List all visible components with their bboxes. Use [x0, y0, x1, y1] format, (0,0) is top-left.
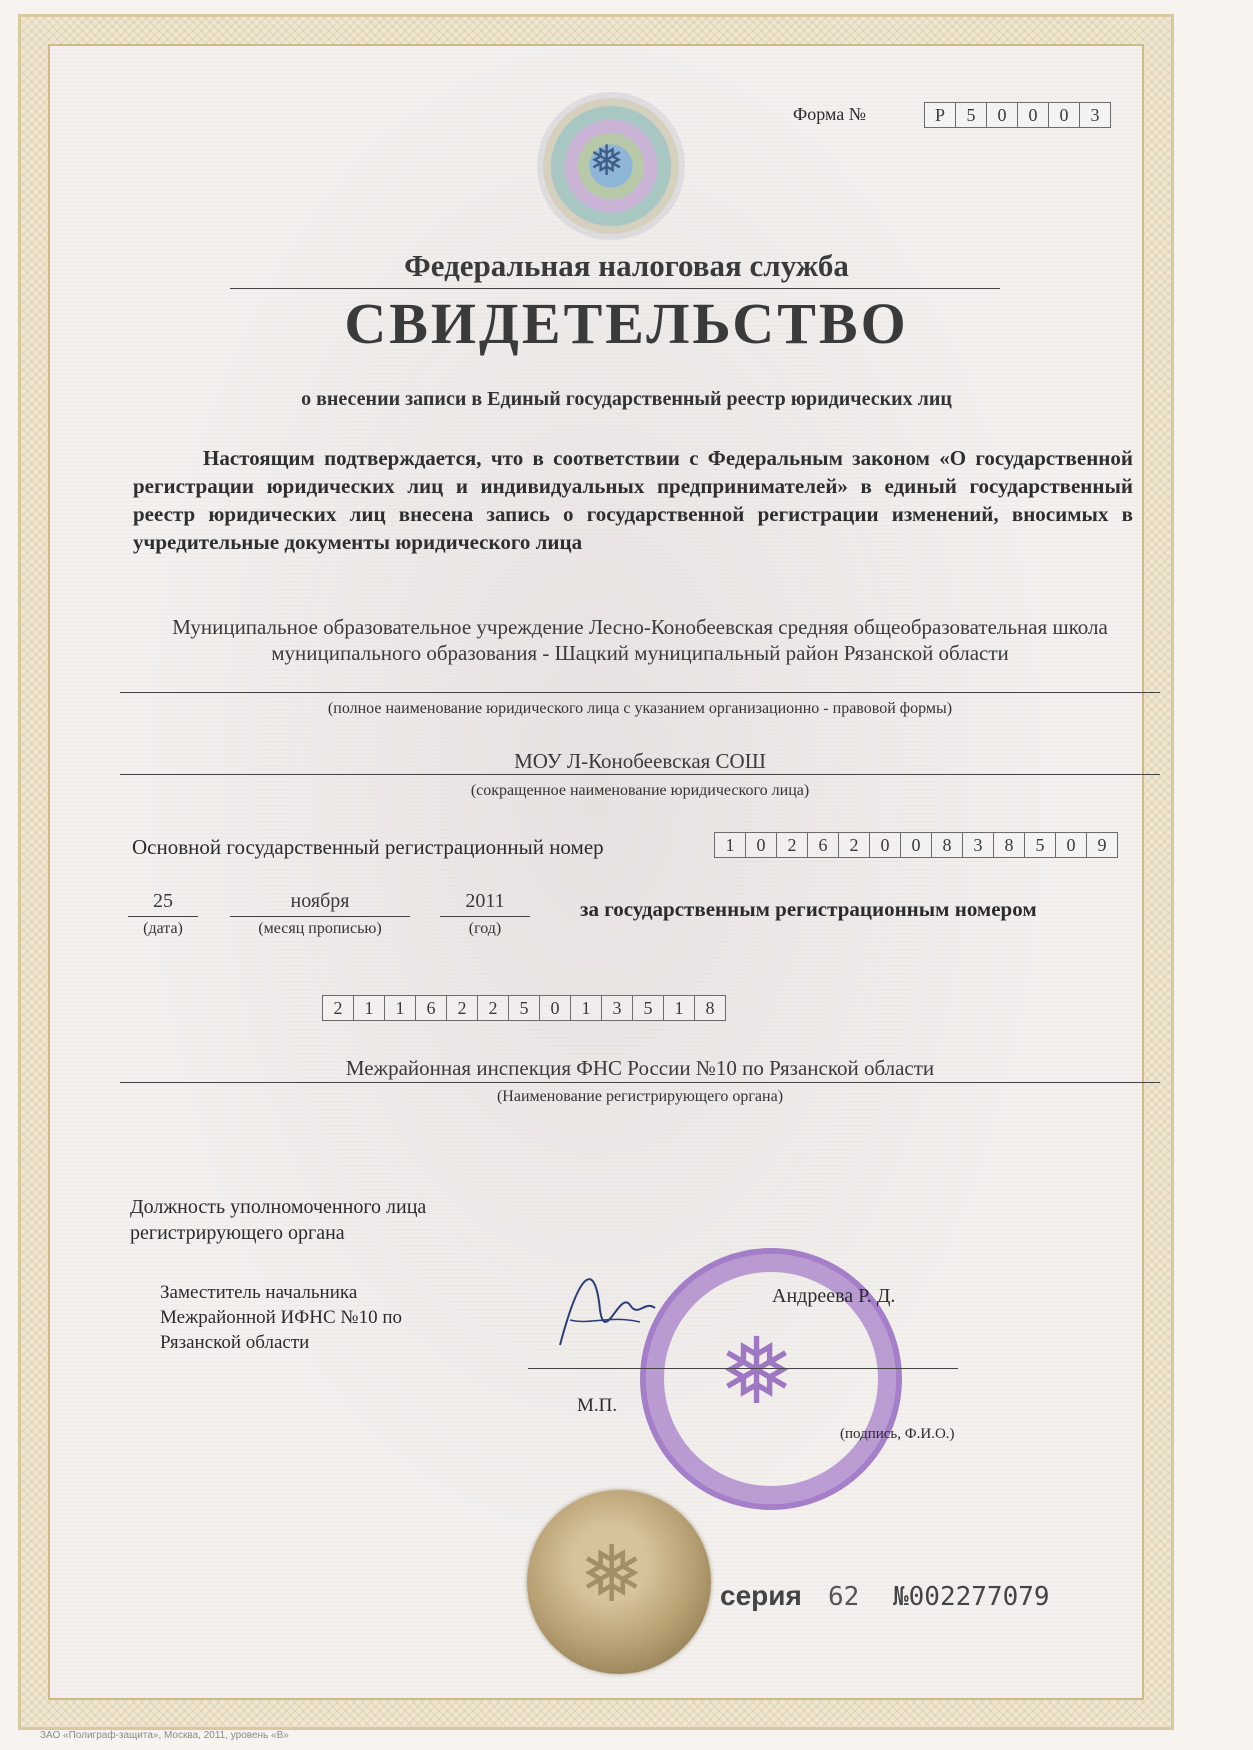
- position-value: [160, 1280, 402, 1355]
- grn-digit: 1: [570, 995, 602, 1021]
- grn-digit: 8: [694, 995, 726, 1021]
- authority-caption: (Наименование регистрирующего органа): [496, 1088, 784, 1105]
- signature-line: [528, 1368, 958, 1369]
- form-code-digit: 0: [1017, 102, 1049, 128]
- registering-authority: Межрайонная инспекция ФНС России №10 по Рязанской области: [345, 1056, 935, 1080]
- grn-number-boxes: [323, 995, 726, 1021]
- ogrn-digit: 9: [1086, 832, 1118, 858]
- eagle-icon: ❅: [718, 1321, 796, 1423]
- short-name-caption: (сокращенное наименование юридического лица): [470, 782, 810, 799]
- position-line-3: Рязанской области: [160, 1332, 310, 1353]
- eagle-icon: ❅: [589, 139, 625, 185]
- form-code-digit: Р: [924, 102, 956, 128]
- grn-digit: 0: [539, 995, 571, 1021]
- ogrn-digit: 0: [900, 832, 932, 858]
- signer-name: Андреева Р. Д.: [772, 1285, 896, 1307]
- series-number: 62: [828, 1582, 860, 1612]
- authority-underline: [120, 1082, 1160, 1083]
- date-year-underline: [440, 916, 530, 917]
- grn-digit: 5: [632, 995, 664, 1021]
- full-name-underline: [120, 692, 1160, 693]
- form-code-digit: 5: [955, 102, 987, 128]
- form-code-digit: 0: [986, 102, 1018, 128]
- date-day-caption: (дата): [143, 920, 183, 937]
- position-title: [130, 1194, 460, 1246]
- ogrn-digit: 0: [1055, 832, 1087, 858]
- gold-seal: [527, 1490, 711, 1674]
- handwritten-signature: [550, 1250, 660, 1370]
- date-day-underline: [128, 916, 198, 917]
- grn-digit: 3: [601, 995, 633, 1021]
- ogrn-digit: 0: [869, 832, 901, 858]
- entity-full-name: Муниципальное образовательное учреждение Лесно-Конобеевская средняя общеобразовательная школа муниципального образования - Шацкий муниципальный район Рязанской области: [172, 615, 1108, 665]
- ogrn-label: Основной государственный регистрационный номер: [132, 835, 604, 859]
- agency-name: Федеральная налоговая служба: [404, 248, 849, 283]
- grn-digit: 2: [322, 995, 354, 1021]
- form-code-digit: 0: [1048, 102, 1080, 128]
- ogrn-digit: 0: [745, 832, 777, 858]
- eagle-icon: ❅: [579, 1531, 645, 1618]
- date-month-caption: (месяц прописью): [258, 920, 382, 937]
- ogrn-digit: 6: [807, 832, 839, 858]
- ogrn-digit: 1: [714, 832, 746, 858]
- date-month: ноября: [290, 890, 350, 912]
- position-line-2: Межрайонной ИФНС №10 по: [160, 1307, 402, 1328]
- confirmation-paragraph: Настоящим подтверждается, что в соответствии с Федеральным законом «О государственной регистрации юридических лиц и индивидуальных предпринимателей» в единый государственный реестр юридических лиц внесена запись о государственной регистрации изменений, вносимых в учредительные документы юридического лица: [133, 446, 1133, 554]
- stamp-place-label: М.П.: [577, 1395, 618, 1416]
- grn-digit: 2: [477, 995, 509, 1021]
- signature-caption: (подпись, Ф.И.О.): [840, 1426, 955, 1442]
- entity-short-name: МОУ Л-Конобеевская СОШ: [514, 749, 766, 773]
- ogrn-digit: 8: [931, 832, 963, 858]
- agency-underline: [230, 288, 1000, 289]
- ogrn-digit: 5: [1024, 832, 1056, 858]
- grn-label: за государственным регистрационным номером: [580, 897, 1037, 921]
- printer-footer: ЗАО «Полиграф-защита», Москва, 2011, уровень «В»: [40, 1730, 289, 1741]
- date-year-caption: (год): [468, 920, 502, 937]
- document-subtitle: о внесении записи в Единый государственный реестр юридических лиц: [301, 388, 952, 410]
- grn-digit: 1: [663, 995, 695, 1021]
- hologram-emblem: [543, 98, 679, 234]
- full-name-caption: (полное наименование юридического лица с указанием организационно - правовой формы): [327, 700, 953, 717]
- form-label: Форма №: [793, 104, 866, 124]
- date-year: 2011: [465, 890, 505, 912]
- form-code-digit: 3: [1079, 102, 1111, 128]
- ogrn-digit: 3: [962, 832, 994, 858]
- document-number: №002277079: [893, 1582, 1050, 1612]
- grn-digit: 1: [353, 995, 385, 1021]
- date-month-underline: [230, 916, 410, 917]
- short-name-underline: [120, 774, 1160, 775]
- grn-digit: 6: [415, 995, 447, 1021]
- grn-digit: 1: [384, 995, 416, 1021]
- document-title: СВИДЕТЕЛЬСТВО: [344, 291, 909, 356]
- form-number-boxes: [925, 102, 1111, 128]
- ogrn-digit: 2: [776, 832, 808, 858]
- position-line-1: Заместитель начальника: [160, 1282, 358, 1303]
- position-title-text: Должность уполномоченного лица регистрирующего органа: [130, 1196, 427, 1244]
- ogrn-number-boxes: [715, 832, 1118, 858]
- ogrn-digit: 2: [838, 832, 870, 858]
- ogrn-digit: 8: [993, 832, 1025, 858]
- date-day: 25: [153, 890, 173, 912]
- series-label: серия: [720, 1580, 802, 1611]
- grn-digit: 5: [508, 995, 540, 1021]
- grn-digit: 2: [446, 995, 478, 1021]
